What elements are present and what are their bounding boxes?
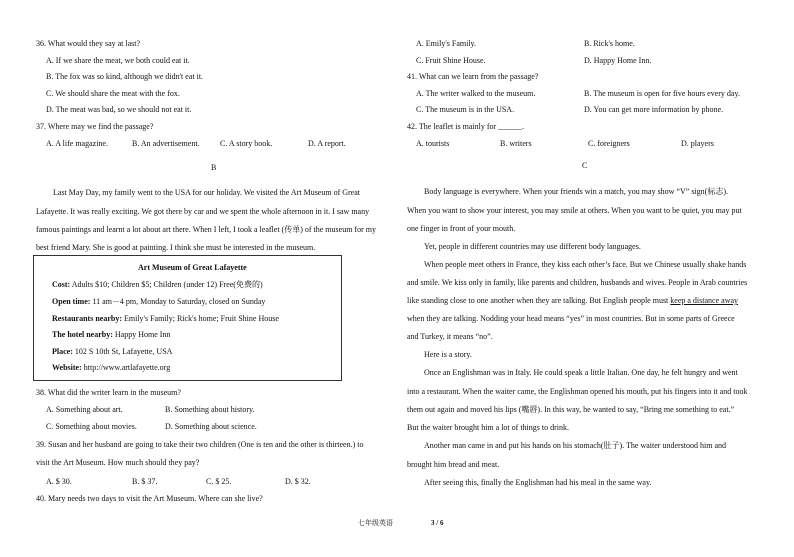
leaflet-title: Art Museum of Great Lafayette xyxy=(138,263,247,272)
passage-c-p3-line-5: and Turkey, it means “no”. xyxy=(407,332,493,341)
passage-c-p3-line-3 xyxy=(407,296,738,306)
q37-option-c: C. A story book. xyxy=(220,139,273,148)
open-label: Open time: xyxy=(52,297,91,306)
underlined-phrase: keep a distance away xyxy=(670,296,739,305)
footer-page-number: 3 / 6 xyxy=(431,519,444,527)
q40-option-d: D. Happy Home Inn. xyxy=(584,56,652,65)
passage-c-p2: Yet, people in different countries may use different body languages. xyxy=(424,242,641,251)
q38-option-c: C. Something about movies. xyxy=(46,422,137,431)
leaflet-hotel xyxy=(52,330,170,340)
q36-option-a: A. If we share the meat, we both could eat it. xyxy=(46,56,190,65)
place-value: 102 S 10th St, Lafayette, USA xyxy=(72,347,173,356)
passage-c-p4: Here is a story. xyxy=(424,350,472,359)
rest-label: Restaurants nearby: xyxy=(52,314,122,323)
passage-b-line-1: Last May Day, my family went to the USA for our holiday. We visited the Art Museum of Great xyxy=(53,188,361,197)
passage-c-p5-line-1: Once an Englishman was in Italy. He could speak a little Italian. One day, he felt hungry and went xyxy=(424,368,738,377)
q39-option-b: B. $ 37. xyxy=(132,477,158,486)
footer-subject: 七年级英语 xyxy=(358,519,393,527)
q42-option-a: A. tourists xyxy=(416,139,450,148)
web-label: Website: xyxy=(52,363,82,372)
q42-option-c: C. foreigners xyxy=(588,139,630,148)
q36-stem: 36. What would they say at last? xyxy=(36,39,141,48)
passage-c-p3-line-1: When people meet others in France, they kiss each other’s face. But we Chinese usually shake hands xyxy=(424,260,747,269)
passage-c-p5-line-4: But the waiter brought him a lot of things to drink. xyxy=(407,423,569,432)
q38-option-d: D. Something about science. xyxy=(165,422,257,431)
passage-b-line-4: best friend Mary. She is good at painting. I think she must be interested in the museum. xyxy=(36,243,316,252)
passage-b-line-2: Lafayette. It was really exciting. We got there by car and we spent the whole afternoon in it. I saw many xyxy=(36,207,370,216)
passage-c-p1-line-1: Body language is everywhere. When your friends win a match, you may show “V” sign(标志). xyxy=(424,187,728,196)
q40-option-b: B. Rick's home. xyxy=(584,39,635,48)
q39-stem-line-2: visit the Art Museum. How much should they pay? xyxy=(36,458,200,467)
passage-c-p6-line-1: Another man came in and put his hands on his stomach(肚子). The waiter understood him and xyxy=(424,441,727,450)
q36-option-b: B. The fox was so kind, although we didn't eat it. xyxy=(46,72,204,81)
cost-value: Adults $10; Children $5; Children (under 12) Free(免费的) xyxy=(70,280,263,289)
q39-option-a: A. $ 30. xyxy=(46,477,72,486)
passage-c-p7: After seeing this, finally the Englishman had his meal in the same way. xyxy=(424,478,652,487)
passage-c-p5-line-3: them out again and moved his lips (嘴唇). In this way, he wanted to say, “Bring me something to eat.” xyxy=(407,405,735,414)
leaflet-website xyxy=(52,363,170,373)
q41-option-a: A. The writer walked to the museum. xyxy=(416,89,536,98)
leaflet-open-time xyxy=(52,297,265,307)
q39-option-c: C. $ 25. xyxy=(206,477,232,486)
section-b-label: B xyxy=(211,163,217,172)
q42-stem: 42. The leaflet is mainly for ______. xyxy=(407,122,525,131)
q41-option-d: D. You can get more information by phone. xyxy=(584,105,724,114)
p3-line-3-text: like standing close to one another when they are talking. But English people must xyxy=(407,296,671,305)
q40-option-a: A. Emily's Family. xyxy=(416,39,477,48)
q38-option-b: B. Something about history. xyxy=(165,405,255,414)
q36-option-c: C. We should share the meat with the fox. xyxy=(46,89,180,98)
passage-c-p1-line-3: one finger in front of your mouth. xyxy=(407,224,516,233)
cost-label: Cost: xyxy=(52,280,71,289)
rest-value: Emily's Family; Rick's home; Fruit Shine House xyxy=(122,314,279,323)
open-value: 11 am－4 pm, Monday to Saturday, closed on Sunday xyxy=(90,297,266,306)
web-value: http://www.artlafayette.org xyxy=(81,363,171,372)
q42-option-b: B. writers xyxy=(500,139,532,148)
hotel-value: Happy Home Inn xyxy=(112,330,171,339)
q40-stem: 40. Mary needs two days to visit the Art Museum. Where can she live? xyxy=(36,494,263,503)
leaflet-restaurants xyxy=(52,314,279,324)
passage-c-p3-line-2: and smile. We kiss only in family, like parents and children, husbands and wives. People in Arab countries xyxy=(407,278,748,287)
place-label: Place: xyxy=(52,347,73,356)
q37-stem: 37. Where may we find the passage? xyxy=(36,122,154,131)
q40-option-c: C. Fruit Shine House. xyxy=(416,56,486,65)
hotel-label: The hotel nearby: xyxy=(52,330,113,339)
q39-option-d: D. $ 32. xyxy=(285,477,311,486)
leaflet-cost xyxy=(52,280,263,290)
section-c-label: C xyxy=(582,161,588,170)
passage-c-p3-line-4: when they are talking. Nodding your head means “yes” in most countries. But in some parts of Greece xyxy=(407,314,735,323)
q37-option-d: D. A report. xyxy=(308,139,346,148)
q39-stem-line-1: 39. Susan and her husband are going to take their two children (One is ten and the other is thirteen.) to xyxy=(36,440,364,449)
q36-option-d: D. The meat was bad, so we should not eat it. xyxy=(46,105,192,114)
passage-c-p1-line-2: When you want to show your interest, you may smile at others. When you want to be quiet, you may put xyxy=(407,206,742,215)
q41-option-c: C. The museum is in the USA. xyxy=(416,105,515,114)
q38-option-a: A. Something about art. xyxy=(46,405,123,414)
q38-stem: 38. What did the writer learn in the museum? xyxy=(36,388,181,397)
passage-c-p5-line-2: into a restaurant. When the waiter came, the Englishman opened his mouth, put his fingers into it and took xyxy=(407,387,748,396)
q41-stem: 41. What can we learn from the passage? xyxy=(407,72,539,81)
passage-c-p6-line-2: brought him bread and meat. xyxy=(407,460,500,469)
passage-b-line-3: famous paintings and learnt a lot about art there. When I left, I took a leaflet (传单) of the museum for my xyxy=(36,225,376,234)
q37-option-a: A. A life magazine. xyxy=(46,139,108,148)
q41-option-b: B. The museum is open for five hours every day. xyxy=(584,89,740,98)
leaflet-place xyxy=(52,347,172,357)
q37-option-b: B. An advertisement. xyxy=(132,139,200,148)
q42-option-d: D. players xyxy=(681,139,714,148)
